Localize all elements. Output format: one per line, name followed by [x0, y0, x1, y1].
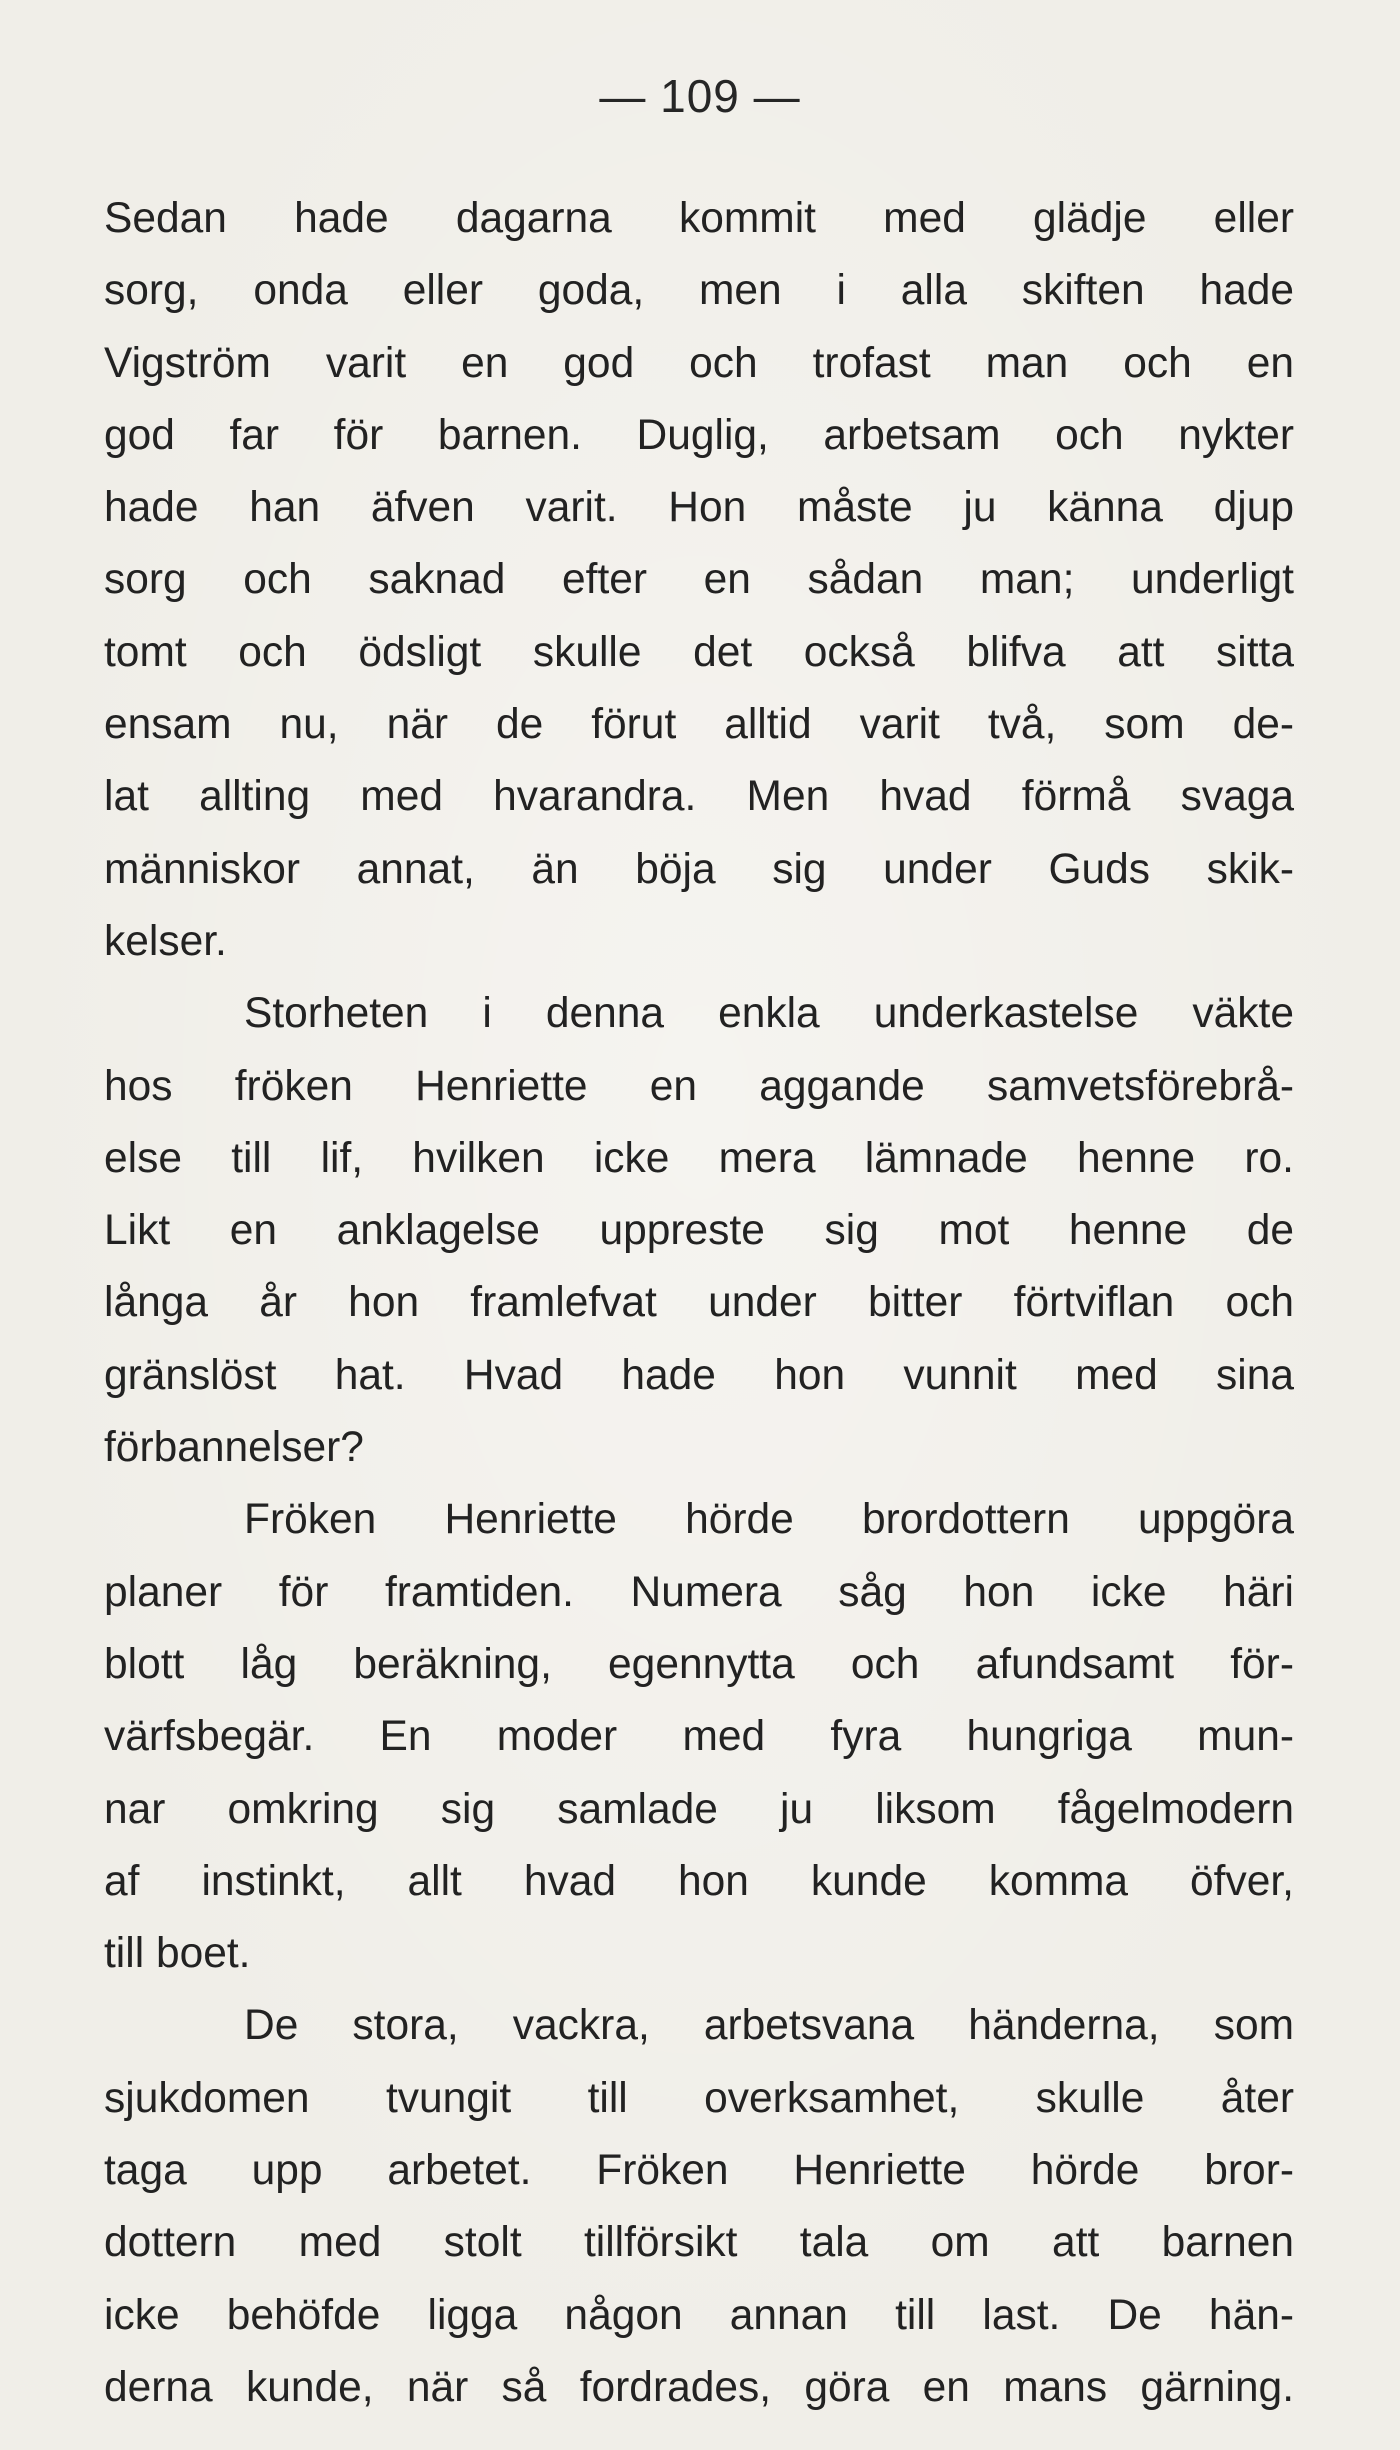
paragraph-end-line: kelser. [104, 917, 227, 965]
text-line: Vigström varit en god och trofast man och en [104, 339, 1294, 387]
text-line: taga upp arbetet. Fröken Henriette hörde bror- [104, 2147, 1294, 2195]
text-line: tomt och ödsligt skulle det också blifva att sitta [104, 628, 1294, 676]
text-line: derna kunde, när så fordrades, göra en mans gärning. [104, 2363, 1294, 2411]
paragraph-end-line: till boet. [104, 1930, 251, 1978]
text-line: icke behöfde ligga någon annan till last. De hän- [104, 2291, 1294, 2339]
text-line: människor annat, än böja sig under Guds skik- [104, 845, 1294, 893]
text-line: dottern med stolt tillförsikt tala om att barnen [104, 2219, 1294, 2267]
text-line: else till lif, hvilken icke mera lämnade henne ro. [104, 1134, 1294, 1182]
paragraph-start-line: De stora, vackra, arbetsvana händerna, som [244, 2002, 1294, 2050]
paragraph-start-line: Fröken Henriette hörde brordottern uppgöra [244, 1496, 1294, 1544]
text-line: gränslöst hat. Hvad hade hon vunnit med sina [104, 1351, 1294, 1399]
text-line: sjukdomen tvungit till overksamhet, skulle åter [104, 2074, 1294, 2122]
text-line: värfsbegär. En moder med fyra hungriga mun- [104, 1713, 1294, 1761]
text-line: nar omkring sig samlade ju liksom fågelmodern [104, 1785, 1294, 1833]
text-line: sorg, onda eller goda, men i alla skiften hade [104, 267, 1294, 315]
text-line: lat allting med hvarandra. Men hvad förmå svaga [104, 773, 1294, 821]
text-line: Likt en anklagelse uppreste sig mot henne de [104, 1207, 1294, 1255]
text-line: hade han äfven varit. Hon måste ju känna djup [104, 484, 1294, 532]
text-line: hos fröken Henriette en aggande samvetsförebrå- [104, 1062, 1294, 1110]
body-text [104, 183, 1294, 2424]
text-line: af instinkt, allt hvad hon kunde komma öfver, [104, 1857, 1294, 1905]
text-line: ensam nu, när de förut alltid varit två, som de- [104, 701, 1294, 749]
paragraph-start-line: Storheten i denna enkla underkastelse väkte [244, 990, 1294, 1038]
text-line: långa år hon framlefvat under bitter förtviflan och [104, 1279, 1294, 1327]
text-line: Sedan hade dagarna kommit med glädje eller [104, 195, 1294, 242]
text-line: god far för barnen. Duglig, arbetsam och nykter [104, 411, 1294, 459]
paragraph-end-line: förbannelser? [104, 1424, 364, 1472]
text-line: blott låg beräkning, egennytta och afundsamt för- [104, 1640, 1294, 1688]
page-number: — 109 — [599, 70, 801, 122]
text-line: planer för framtiden. Numera såg hon icke häri [104, 1568, 1294, 1616]
text-line: sorg och saknad efter en sådan man; underligt [104, 556, 1294, 604]
